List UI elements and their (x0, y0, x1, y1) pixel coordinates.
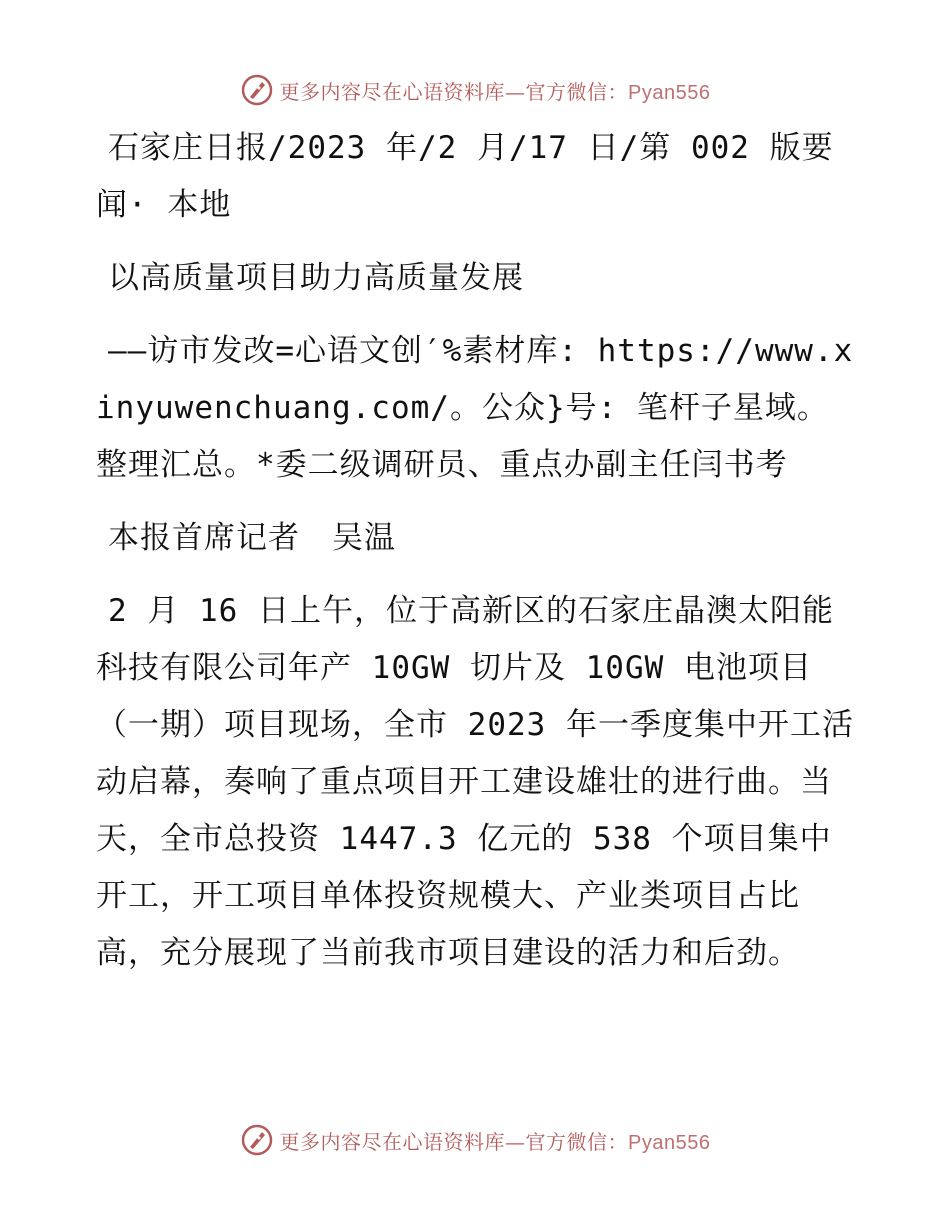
byline: 本报首席记者 吴温 (108, 520, 396, 556)
watermark-banner-top (0, 70, 950, 110)
watermark-text: 更多内容尽在心语资料库—官方微信：Pyan556 (279, 1129, 711, 1154)
body-paragraph: 2 月 16 日上午，位于高新区的石家庄晶澳太阳能科技有限公司年产 10GW 切片及 10GW 电池项目（一期）项目现场，全市 2023 年一季度集中开工活动启幕，奏响了重点项目开工建设雄壮的进行曲。当天，全市总投资 1447.3 亿元的 538 个项目集中开工，开工项目单体投资规模大、产业类项目占比高，充分展现了当前我市项目建设的活力和后劲。 (96, 593, 854, 971)
watermark-banner-bottom (0, 1120, 950, 1160)
article (96, 120, 856, 998)
wechat-id: Pyan556 (628, 1131, 711, 1154)
wechat-id: Pyan556 (628, 81, 711, 104)
headline: 以高质量项目助力高质量发展 (108, 260, 524, 296)
subheadline: ——访市发改=心语文创′%素材库: https://www.xinyuwenchuang.com/。公众}号: 笔杆子星域。整理汇总。*委二级调研员、重点办副主任闫书考 (96, 333, 854, 483)
watermark-text: 更多内容尽在心语资料库—官方微信：Pyan556 (279, 79, 711, 104)
pen-nib-logo-icon (240, 73, 274, 107)
source-line: 石家庄日报/2023 年/2 月/17 日/第 002 版要闻· 本地 (96, 130, 834, 223)
pen-nib-logo-icon (240, 1123, 274, 1157)
